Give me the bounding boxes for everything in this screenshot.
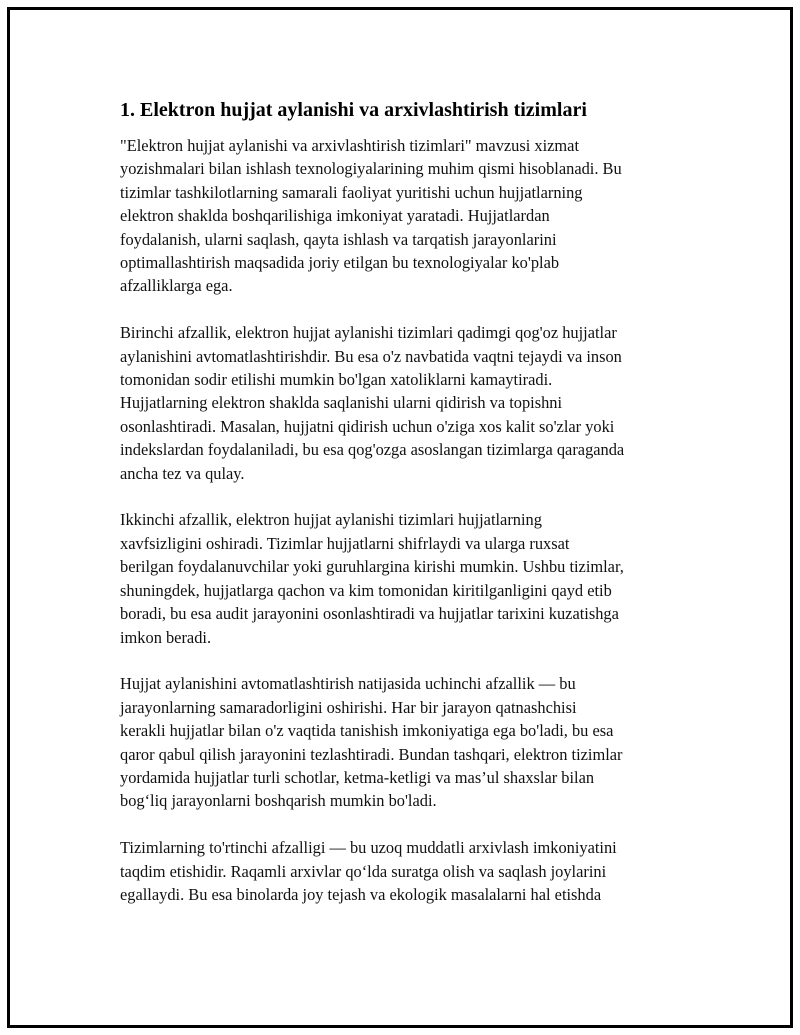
document-body: [120, 98, 700, 930]
paragraph-2: Birinchi afzallik, elektron hujjat aylanishi tizimlari qadimgi qog'oz hujjatlar aylanishini avtomatlashtirishdir. Bu esa o'z navbatida vaqtni tejaydi va inson tomonidan sodir etilishi mumkin bo'lgan xatoliklarni kamaytiradi. Hujjatlarning elektron shaklda saqlanishi ularni qidirish va topishni osonlashtiradi. Masalan, hujjatni qidirish uchun o'ziga xos kalit so'zlar yoki indekslardan foydalaniladi, bu esa qog'ozga asoslangan tizimlarga qaraganda ancha tez va qulay.: [120, 323, 625, 483]
paragraph-5: Tizimlarning to'rtinchi afzalligi — bu uzoq muddatli arxivlash imkoniyatini taqdim etishidir. Raqamli arxivlar qo‘lda suratga olish va saqlash joylarini egallaydi. Bu esa binolarda joy tejash va ekologik masalalarni hal etishda: [120, 838, 617, 904]
paragraph-1: "Elektron hujjat aylanishi va arxivlashtirish tizimlari" mavzusi xizmat yozishmalari bilan ishlash texnologiyalarining muhim qismi hisoblanadi. Bu tizimlar tashkilotlarning samarali faoliyat yuritishi uchun hujjatlarning elektron shaklda boshqarilishiga imkoniyat yaratadi. Hujjatlardan foydalanish, ularni saqlash, qayta ishlash va tarqatish jarayonlarini optimallashtirish maqsadida joriy etilgan bu texnologiyalar ko'plab afzalliklarga ega.: [120, 136, 622, 296]
document-page: [7, 7, 793, 1028]
section-heading: 1. Elektron hujjat aylanishi va arxivlashtirish tizimlari: [120, 99, 587, 121]
paragraph-3: Ikkinchi afzallik, elektron hujjat aylanishi tizimlari hujjatlarning xavfsizligini oshiradi. Tizimlar hujjatlarni shifrlaydi va ularga ruxsat berilgan foydalanuvchilar yoki guruhlargina kirishi mumkin. Ushbu tizimlar, shuningdek, hujjatlarga qachon va kim tomonidan kiritilganligini qayd etib boradi, bu esa audit jarayonini osonlashtiradi va hujjatlar tarixini kuzatishga imkon beradi.: [120, 510, 624, 647]
paragraph-4: Hujjat aylanishini avtomatlashtirish natijasida uchinchi afzallik — bu jarayonlarning samaradorligini oshirishi. Har bir jarayon qatnashchisi kerakli hujjatlar bilan o'z vaqtida tanishish imkoniyatiga ega bo'ladi, bu esa qaror qabul qilish jarayonini tezlashtiradi. Bundan tashqari, elektron tizimlar yordamida hujjatlar turli schotlar, ketma-ketligi va mas’ul shaxslar bilan bog‘liq jarayonlarni boshqarish mumkin bo'ladi.: [120, 674, 623, 811]
